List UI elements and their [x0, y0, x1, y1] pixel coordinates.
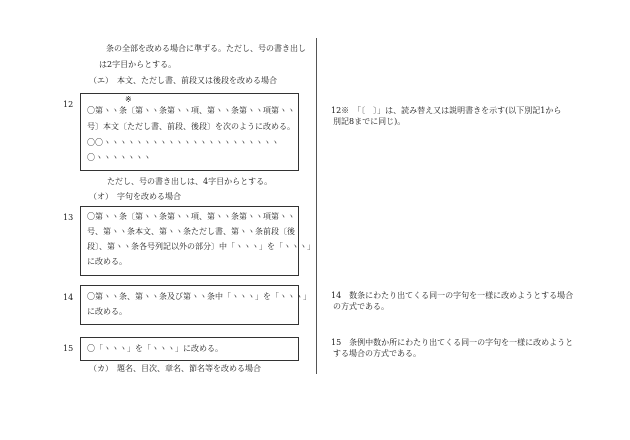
item-14-line-2: に改める。 [87, 307, 127, 316]
item-15-line-1: 〇「ヽヽヽ」を「ヽヽヽ」に改める。 [87, 344, 223, 353]
item-13-line-1: 〇第ヽヽ条〔第ヽヽ条第ヽヽ項、第ヽヽ条第ヽヽ項第ヽヽ [87, 212, 295, 221]
note-14-line-1: 14 数条にわたり出てくる同一の字句を一様に改めようとする場合 [331, 291, 574, 300]
note-12-line-1: 12※ 「〔 〕」は、読み替え又は説明書きを示す(以下別記1から [331, 106, 562, 115]
column-divider [316, 38, 317, 374]
item-12-line-1: 〇第ヽヽ条〔第ヽヽ条第ヽヽ項、第ヽヽ条第ヽヽ項第ヽヽ [87, 106, 295, 115]
item-12-line-3: 〇〇ヽヽヽヽヽヽヽヽヽヽヽヽヽヽヽヽヽヽヽヽヽヽ [87, 138, 279, 147]
note-14-line-2: の方式である。 [333, 302, 389, 311]
item-13-box [80, 206, 315, 276]
after-12-text: ただし、号の書き出しは、4字目からとする。 [107, 177, 273, 186]
note-12-line-2: 別記8までに同じ)。 [333, 117, 406, 126]
heading-o: （オ） 字句を改める場合 [89, 192, 181, 201]
item-12-line-2: 号〕本文〔ただし書、前段、後段〕を次のように改める。 [87, 122, 295, 131]
item-13-line-4: に改める。 [87, 257, 127, 266]
intro-line-1: 条の全部を改める場合に準ずる。ただし、号の書き出し [106, 44, 306, 53]
heading-ka: （カ） 題名、目次、章名、節名等を改める場合 [89, 364, 261, 373]
intro-line-2: は2字目からとする。 [99, 60, 177, 69]
item-12-box [80, 93, 299, 171]
item-14-number: 14 [63, 293, 74, 302]
item-15-box [80, 337, 299, 361]
item-13-number: 13 [63, 213, 74, 222]
item-12-line-4: 〇ヽヽヽヽヽヽヽ [87, 153, 151, 162]
item-12-number: 12 [63, 100, 74, 109]
note-15-line-1: 15 条例中数か所にわたり出てくる同一の字句を一様に改めようと [331, 338, 574, 347]
item-14-line-1: 〇第ヽヽ条、第ヽヽ条及び第ヽヽ条中「ヽヽヽ」を「ヽヽヽ」 [87, 292, 311, 301]
heading-e: （エ） 本文、ただし書、前段又は後段を改める場合 [89, 76, 277, 85]
item-13-line-2: 号、第ヽヽ条本文、第ヽヽ条ただし書、第ヽヽ条前段〔後 [87, 227, 295, 236]
note-15-line-2: する場合の方式である。 [333, 349, 421, 358]
item-14-box [80, 285, 311, 325]
item-13-line-3: 段〕、第ヽヽ条各号列記以外の部分〕中「ヽヽヽ」を「ヽヽヽ」 [87, 242, 315, 251]
item-12-mark: ※ [125, 95, 132, 104]
item-15-number: 15 [63, 344, 74, 353]
